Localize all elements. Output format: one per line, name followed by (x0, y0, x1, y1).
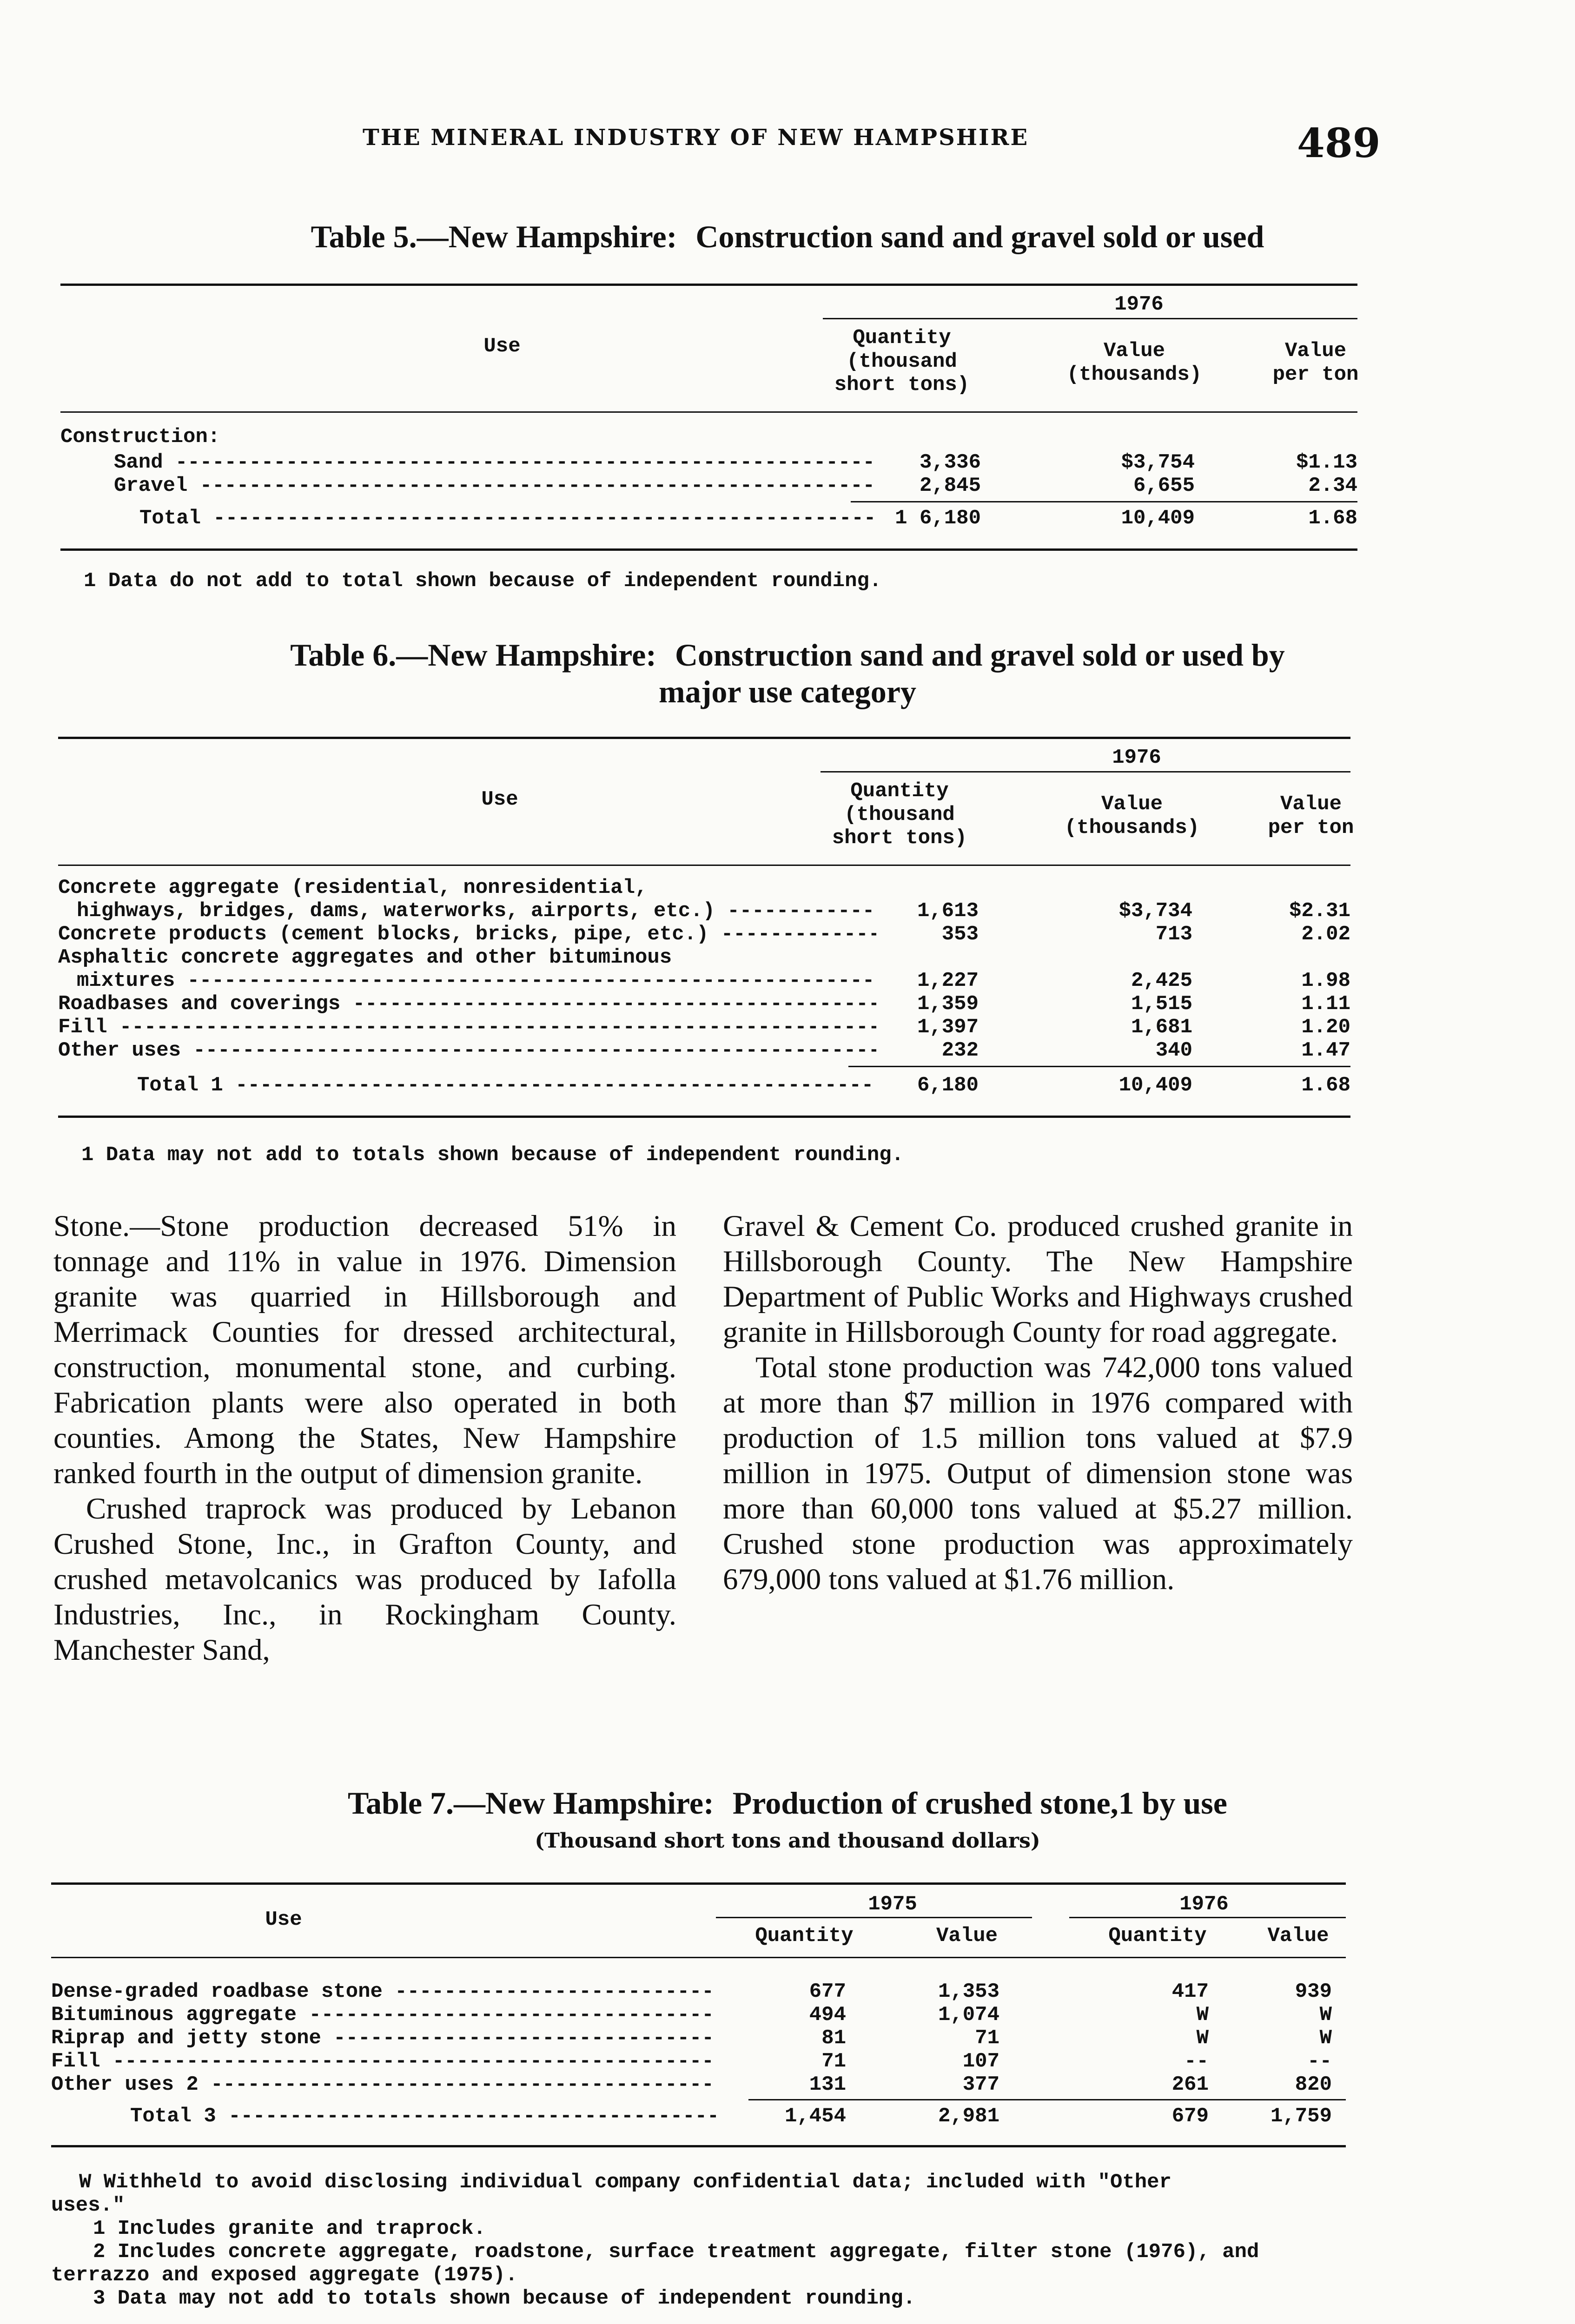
footnote: W Withheld to avoid disclosing individual company confidential data; included with "Other (79, 2171, 1171, 2194)
table-row: Fill ----- 1,397 1,681 1.20 (58, 1016, 1350, 1040)
table7-footnotes (51, 2171, 1259, 2310)
table5-title-text: Construction sand and gravel sold or used (695, 219, 1264, 254)
table5-col-val: Value (thousands) (1066, 339, 1202, 386)
table-row: Bituminous aggregate ----- 494 1,074 W W (51, 2003, 1346, 2027)
table-row: Concrete products (cement blocks, bricks, pipe, etc.) ----- 353 713 2.02 (58, 923, 1350, 947)
table-row: Other uses 2 ----- 131 377 261 820 (51, 2073, 1346, 2097)
table5-label: Table 5.—New Hampshire: (311, 219, 677, 254)
table7-col-qty-1975: Quantity (755, 1924, 854, 1948)
table6-footnote: 1 Data may not add to totals shown because of independent rounding. (81, 1143, 904, 1167)
table6-col-val: Value (thousands) (1064, 792, 1200, 839)
table-row: Concrete aggregate (residential, nonresidential, (58, 876, 648, 899)
table-row: mixtures ----- 1,227 2,425 1.98 (58, 969, 1350, 993)
table5-col-vpt: Value per ton (1272, 339, 1359, 386)
table6-year: 1976 (1112, 746, 1161, 769)
table5-title (0, 218, 1575, 255)
table-row: Total 1 ----- 6,180 10,409 1.68 (58, 1074, 1350, 1098)
page-number: 489 (1297, 120, 1381, 167)
table-row: Gravel ----- 2,845 6,655 2.34 (60, 474, 1357, 498)
table7-col-val-1976: Value (1267, 1924, 1329, 1948)
paragraph: Total stone production was 742,000 tons valued at more than $7 million in 1976 compared with production of 1.5 million tons valued at $7.9 million in 1975. Output of dimension stone was more than 60,000 tons valued at $5.27 million. Crushed stone production was approximately 679,000 tons valued at $1.76 million. (723, 1351, 1353, 1596)
table-row: Other uses ----- 232 340 1.47 (58, 1039, 1350, 1063)
table5 (60, 284, 1357, 558)
table7-col-use: Use (265, 1908, 302, 1931)
table5-col-use: Use (483, 335, 521, 358)
table-row: Sand ----- 3,336 $3,754 $1.13 (60, 451, 1357, 475)
table6-title: Table 6.—New Hampshire: Construction sand and gravel sold or used by major use category (290, 637, 1285, 709)
table7 (51, 1882, 1346, 2143)
paragraph: Crushed traprock was produced by Lebanon Crushed Stone, Inc., in Grafton County, and crushed metavolcanics was produced by Iafolla Industries, Inc., in Rockingham County. Manchester Sand, (53, 1492, 676, 1667)
table-row: Asphaltic concrete aggregates and other bituminous (58, 946, 672, 969)
paragraph: Gravel & Cement Co. produced crushed granite in Hillsborough County. The New Hampshire Department of Public Works and Highways crushed granite in Hillsborough County for road aggregate. (723, 1209, 1353, 1349)
text-column-right (723, 1208, 1353, 1597)
table7-subtitle: (Thousand short tons and thousand dollars) (535, 1829, 1040, 1853)
table-row: Dense-graded roadbase stone ----- 677 1,353 417 939 (51, 1980, 1346, 2004)
footnote: 1 Includes granite and traprock. (93, 2217, 486, 2240)
footnote: terrazzo and exposed aggregate (1975). (51, 2264, 518, 2287)
text-column-left (53, 1208, 676, 1668)
table5-col-qty: Quantity (thousand short tons) (834, 326, 970, 397)
table5-footnote: 1 Data do not add to total shown because of independent rounding. (84, 569, 882, 593)
table6-col-use: Use (481, 788, 518, 811)
table7-year-1975: 1975 (868, 1893, 917, 1916)
table-row: highways, bridges, dams, waterworks, airports, etc.) ----- 1,613 $3,734 $2.31 (58, 899, 1350, 924)
running-header: THE MINERAL INDUSTRY OF NEW HAMPSHIRE (363, 125, 1029, 151)
table-row: Riprap and jetty stone ----- 81 71 W W (51, 2027, 1346, 2051)
table6-col-qty: Quantity (thousand short tons) (832, 779, 967, 850)
table7-col-qty-1976: Quantity (1108, 1924, 1207, 1948)
table7-title: Table 7.—New Hampshire: Production of crushed stone,1 by use (348, 1785, 1227, 1821)
paragraph: Stone.—Stone production decreased 51% in tonnage and 11% in value in 1976. Dimension granite was quarried in Hillsborough and Merrimack Counties for dressed architectural, construction, monumental stone, and curbing. Fabrication plants were also operated in both counties. Among the States, New Hampshire ranked fourth in the output of dimension granite. (53, 1209, 676, 1490)
table7-col-val-1975: Value (936, 1924, 998, 1948)
footnote: 3 Data may not add to totals shown because of independent rounding. (93, 2287, 916, 2310)
table-row: Total ----- 1 6,180 10,409 1.68 (60, 507, 1357, 531)
table-row: Total 3 ----- 1,454 2,981 679 1,759 (51, 2105, 1346, 2129)
footnote: uses." (51, 2194, 125, 2217)
table5-year: 1976 (1114, 293, 1164, 316)
footnote: 2 Includes concrete aggregate, roadstone, surface treatment aggregate, filter stone (1976), and (93, 2240, 1259, 2264)
table5-group-label: Construction: (60, 425, 220, 449)
table7-year-1976: 1976 (1179, 1893, 1229, 1916)
table-row: Roadbases and coverings ----- 1,359 1,515 1.11 (58, 992, 1350, 1017)
table6-col-vpt: Value per ton (1268, 792, 1354, 839)
table-row: Fill ----- 71 107 -- -- (51, 2050, 1346, 2074)
table6 (58, 737, 1354, 1127)
